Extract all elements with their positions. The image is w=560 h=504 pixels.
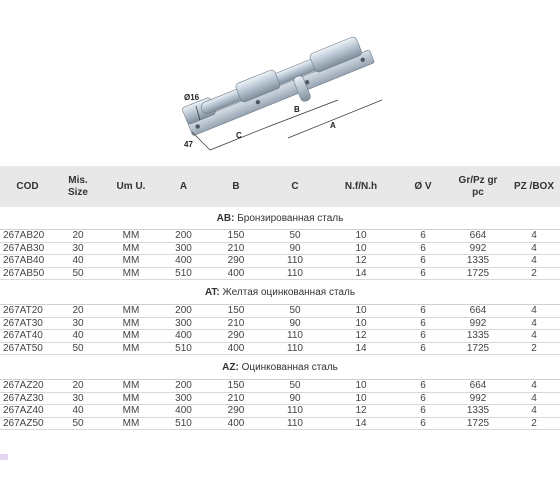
table-cell: 10 [324,305,398,318]
table-cell: 664 [448,380,508,393]
label-text: Желтая оцинкованная сталь [222,286,356,298]
table-cell: 150 [206,380,266,393]
table-cell: 400 [161,405,206,418]
barrel-bolt-drawing [170,20,390,155]
table-cell: 6 [398,330,448,343]
table-cell: 6 [398,392,448,405]
dim-b: B [294,105,300,114]
table-cell: 30 [55,317,101,330]
table-cell: 4 [508,380,560,393]
table-cell: 4 [508,317,560,330]
table-cell: 290 [206,330,266,343]
table-cell: MM [101,305,161,318]
label-text: Size [67,186,88,198]
table-cell: 267AB20 [0,230,55,243]
table-row [0,267,560,280]
dim-c: C [236,131,242,140]
table-cell: 1725 [448,267,508,280]
label-text: AZ: [222,361,239,373]
table-cell: 992 [448,392,508,405]
table-cell: 14 [324,267,398,280]
table-row [0,392,560,405]
table-cell: MM [101,417,161,430]
table-row [0,342,560,355]
table-cell: 267AZ40 [0,405,55,418]
table-cell: 20 [55,380,101,393]
label-text: Mis. [68,174,88,186]
table-cell: MM [101,342,161,355]
table-cell: 267AB30 [0,242,55,255]
table-cell: 110 [266,342,324,355]
table-cell: 6 [398,230,448,243]
table-cell: 14 [324,342,398,355]
table-row [0,380,560,393]
table-row [0,405,560,418]
table-cell: 210 [206,242,266,255]
table-cell: 50 [266,230,324,243]
table-cell: 300 [161,317,206,330]
table-cell: 4 [508,230,560,243]
header-c: C [266,166,324,207]
table-cell: 10 [324,230,398,243]
table-cell: MM [101,255,161,268]
table-cell: 10 [324,392,398,405]
table-cell: MM [101,230,161,243]
dim-a: A [330,121,336,130]
table-cell: 510 [161,267,206,280]
table-cell: 267AB40 [0,255,55,268]
header-pz: PZ /BOX [508,166,560,207]
table-cell: 50 [266,305,324,318]
table-cell: 1335 [448,405,508,418]
table-cell: 400 [206,342,266,355]
table-cell: 110 [266,405,324,418]
table-cell: 267AT30 [0,317,55,330]
table-cell: 50 [266,380,324,393]
table-cell: MM [101,380,161,393]
table-cell: 4 [508,330,560,343]
table-cell: 267AZ30 [0,392,55,405]
table-cell: 50 [55,417,101,430]
group-header [0,280,560,305]
group-header [0,207,560,230]
table-cell: 400 [206,267,266,280]
table-cell: 510 [161,342,206,355]
table-cell: MM [101,267,161,280]
table-cell: 664 [448,230,508,243]
table-cell: 6 [398,405,448,418]
table-cell: 6 [398,342,448,355]
table-cell: 200 [161,380,206,393]
table-cell: 510 [161,417,206,430]
table-cell: 6 [398,417,448,430]
table-cell: 290 [206,255,266,268]
label-text: pc [472,186,484,198]
table-cell: 40 [55,255,101,268]
table-cell: 300 [161,242,206,255]
table-cell: 2 [508,267,560,280]
table-cell: 6 [398,242,448,255]
table-cell: 30 [55,242,101,255]
table-cell: 267AT50 [0,342,55,355]
label-text: Бронзированная сталь [237,212,344,224]
table-cell: 40 [55,405,101,418]
label-text: Оцинкованная сталь [241,361,338,373]
table-cell: 400 [161,330,206,343]
table-cell: 2 [508,417,560,430]
table-cell: 4 [508,255,560,268]
table-cell: MM [101,242,161,255]
header-v: Ø V [398,166,448,207]
table-cell: 210 [206,392,266,405]
header-a: A [161,166,206,207]
table-cell: MM [101,330,161,343]
table-cell: 12 [324,255,398,268]
table-cell: 150 [206,305,266,318]
table-cell: 664 [448,305,508,318]
header-cod: COD [0,166,55,207]
table-cell: 110 [266,267,324,280]
table-cell: 6 [398,317,448,330]
table-cell: 12 [324,330,398,343]
header-gr [448,166,508,207]
table-cell: 4 [508,242,560,255]
table-cell: 290 [206,405,266,418]
table-row [0,330,560,343]
table-cell: 400 [161,255,206,268]
table-cell: 267AZ50 [0,417,55,430]
table-cell: 110 [266,417,324,430]
spec-table [0,166,560,430]
table-cell: 2 [508,342,560,355]
table-cell: 992 [448,317,508,330]
bolt-body [181,33,378,145]
table-cell: 90 [266,242,324,255]
table-cell: 200 [161,305,206,318]
dim-diameter: Ø16 [184,93,200,102]
table-cell: 10 [324,380,398,393]
table-cell: 267AT20 [0,305,55,318]
table-cell: 400 [206,417,266,430]
table-cell: 50 [55,342,101,355]
table-cell: 20 [55,230,101,243]
selection-marker [0,454,8,460]
table-cell: 14 [324,417,398,430]
header-nf: N.f/N.h [324,166,398,207]
table-cell: 300 [161,392,206,405]
group-header [0,355,560,380]
table-cell: 10 [324,242,398,255]
table-row [0,317,560,330]
table-cell: 6 [398,380,448,393]
table-cell: 10 [324,317,398,330]
table-cell: 267AZ20 [0,380,55,393]
table-cell: MM [101,405,161,418]
table-row [0,305,560,318]
table-row [0,255,560,268]
table-cell: 1335 [448,330,508,343]
table-row [0,242,560,255]
table-cell: 20 [55,305,101,318]
label-text: Gr/Pz gr [458,174,498,186]
table-cell: 4 [508,392,560,405]
table-cell: 90 [266,317,324,330]
table-cell: 150 [206,230,266,243]
header-size [55,166,101,207]
table-cell: 267AB50 [0,267,55,280]
table-cell: 992 [448,242,508,255]
label-text: AB: [216,212,235,224]
table-cell: 110 [266,255,324,268]
table-header-row [0,166,560,207]
table-cell: 1335 [448,255,508,268]
dim-width: 47 [184,140,193,149]
table-cell: 6 [398,305,448,318]
table-cell: 6 [398,255,448,268]
table-cell: 30 [55,392,101,405]
table-cell: 110 [266,330,324,343]
table-cell: 90 [266,392,324,405]
table-cell: 12 [324,405,398,418]
table-cell: 1725 [448,342,508,355]
table-cell: 4 [508,305,560,318]
table-cell: 210 [206,317,266,330]
table-cell: MM [101,317,161,330]
table-cell: 200 [161,230,206,243]
table-cell: 6 [398,267,448,280]
header-b: B [206,166,266,207]
header-um: Um U. [101,166,161,207]
table-cell: 267AT40 [0,330,55,343]
table-cell: 1725 [448,417,508,430]
table-cell: 50 [55,267,101,280]
table-cell: MM [101,392,161,405]
table-cell: 40 [55,330,101,343]
table-row [0,230,560,243]
table-row [0,417,560,430]
label-text: AT: [204,286,220,298]
table-cell: 4 [508,405,560,418]
